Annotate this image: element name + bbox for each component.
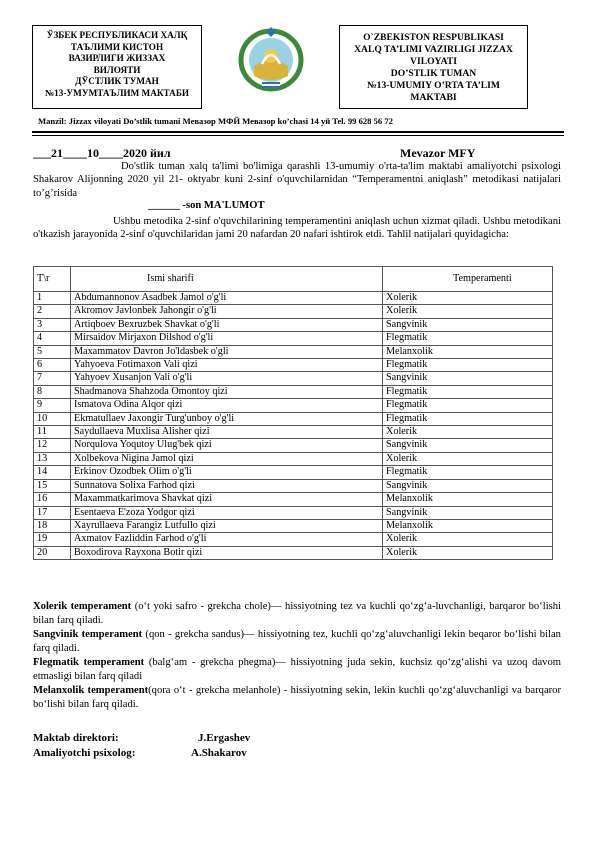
temperament-cell: Xolerik — [383, 452, 553, 465]
header-rule-thick — [32, 131, 564, 133]
temperament-cell: Sangvinik — [383, 318, 553, 331]
header-left-line: ДЎСТЛИК ТУМАН — [75, 76, 159, 87]
header-rule-thin — [32, 135, 564, 136]
definition-term: Flegmatik temperament — [33, 657, 145, 668]
temperament-cell: Sangvinik — [383, 506, 553, 519]
name-cell: Xolbekova Nigina Jamol qizi — [71, 452, 383, 465]
table-row — [34, 372, 553, 385]
number-cell: 16 — [34, 493, 71, 506]
temperament-cell: Flegmatik — [383, 359, 553, 372]
number-cell: 11 — [34, 426, 71, 439]
temperament-cell: Sangvinik — [383, 439, 553, 452]
temperament-definition — [33, 628, 561, 656]
temperament-cell: Flegmatik — [383, 466, 553, 479]
document-title: ______ -son MA'LUMOT — [148, 200, 265, 211]
table-row — [34, 519, 553, 532]
definition-text: (qon - grekcha sandus)— hissiyotning tez, kuchli qo‘zg‘aluvchanligi lekin beqaror bo‘lishi bilan farq qiladi. — [33, 629, 561, 654]
name-cell: Sunnatova Solixa Farhod qizi — [71, 479, 383, 492]
temperament-cell: Melanxolik — [383, 493, 553, 506]
header-left-line: ЎЗБЕК РЕСПУБЛИКАСИ ХАЛҚ — [46, 30, 188, 40]
definition-text: (qora o‘t - grekcha melanhole) - hissiyotning sekin, lekin kuchli qo‘zg‘aluvchanligi va barqaror bo‘lishi bilan farq qiladi. — [33, 685, 561, 710]
header-left-line: №13-УМУМТАЪЛИМ МАКТАБИ — [44, 87, 190, 98]
number-cell: 6 — [34, 359, 71, 372]
table-row — [34, 506, 553, 519]
table-row — [34, 399, 553, 412]
name-cell: Axmatov Fazliddin Farhod o'g'li — [71, 533, 383, 546]
table-row — [34, 385, 553, 398]
name-cell: Esentaeva E'zoza Yodgor qizi — [71, 506, 383, 519]
uzbekistan-coat-of-arms-icon — [232, 26, 310, 92]
table-row — [34, 546, 553, 559]
temperament-cell: Sangvinik — [383, 479, 553, 492]
temperament-cell: Flegmatik — [383, 399, 553, 412]
number-cell: 10 — [34, 412, 71, 425]
number-cell: 20 — [34, 546, 71, 559]
number-cell: 12 — [34, 439, 71, 452]
name-cell: Ekmatullaev Jaxongir Turg'unboy o'g'li — [71, 412, 383, 425]
definition-text: (balg‘am - grekcha phegma)— hissiyotning juda sekin, kuchsiz qo‘zg‘alishi va uzoq davom etmasligi bilan farq qiladi — [33, 657, 561, 682]
number-cell: 1 — [34, 292, 71, 305]
header-right-line: VILOYATI — [410, 56, 457, 67]
table-row — [34, 412, 553, 425]
header-right-line: DO’STLIK TUMAN — [390, 68, 477, 79]
header-right-line: XALQ TA’LIMI VAZIRLIGI JIZZAX — [354, 44, 513, 55]
temperament-cell: Xolerik — [383, 305, 553, 318]
number-cell: 3 — [34, 318, 71, 331]
header-cell-name: Ismi sharifi — [71, 267, 383, 292]
table-row — [34, 466, 553, 479]
table-row — [34, 292, 553, 305]
header-address: Manzil: Jizzax viloyati Do’stlik tumani Мевазор МФЙ Мевазор ko’chasi 14 уй Tel. 99 628 56 72 — [38, 116, 393, 126]
temperament-cell: Flegmatik — [383, 385, 553, 398]
intro-paragraph: Do'stlik tuman xalq ta'limi bo'limiga qarashli 13-umumiy o'rta-ta'lim maktabi amaliyotchi psixologi Shakarov Alijonning 2020 yil 21- oktyabr kuni 2-sinf o'quvchilarnidan “Temperamentni aniqlash” metodikasi natijalari to’g’risida — [33, 161, 561, 199]
name-cell: Mirsaidov Mirjaxon Dilshod o'g'li — [71, 332, 383, 345]
table-row — [34, 359, 553, 372]
name-cell: Yahyoeva Fotimaxon Vali qizi — [71, 359, 383, 372]
name-cell: Maxammatkarimova Shavkat qizi — [71, 493, 383, 506]
name-cell: Shadmanova Shahzoda Omontoy qizi — [71, 385, 383, 398]
temperament-cell: Melanxolik — [383, 345, 553, 358]
header-cell-temperament: Temperamenti — [383, 267, 553, 292]
name-cell: Akromov Javlonbek Jahongir o'g'li — [71, 305, 383, 318]
number-cell: 5 — [34, 345, 71, 358]
table-row — [34, 332, 553, 345]
temperament-cell: Xolerik — [383, 533, 553, 546]
number-cell: 19 — [34, 533, 71, 546]
header-cell-number: T\r — [34, 267, 71, 292]
header-left-line: ВАЗИРЛИГИ ЖИЗЗАХ — [68, 53, 166, 64]
table-row — [34, 533, 553, 546]
header-left-line: ВИЛОЯТИ — [93, 64, 141, 75]
temperament-definition — [33, 684, 561, 712]
header-left-line: ТАЪЛИМИ КИСТОН — [70, 41, 164, 52]
temperament-cell: Xolerik — [383, 426, 553, 439]
number-cell: 2 — [34, 305, 71, 318]
number-cell: 13 — [34, 452, 71, 465]
temperament-cell: Flegmatik — [383, 412, 553, 425]
temperament-cell: Sangvinik — [383, 372, 553, 385]
temperament-definition — [33, 656, 561, 684]
temperament-cell: Xolerik — [383, 546, 553, 559]
name-cell: Artiqboev Bexruzbek Shavkat o'g'li — [71, 318, 383, 331]
director-name: J.Ergashev — [198, 732, 251, 744]
name-cell: Yahyoev Xusanjon Vali o'g'li — [71, 372, 383, 385]
table-header-row — [34, 267, 553, 292]
header-right-box — [339, 25, 528, 109]
number-cell: 14 — [34, 466, 71, 479]
name-cell: Maxammatov Davron Jo'ldasbek o'gli — [71, 345, 383, 358]
header-right-line: №13-UMUMIY O’RTA TA’LIM — [367, 80, 500, 91]
name-cell: Abdumannonov Asadbek Jamol o'g'li — [71, 292, 383, 305]
psychologist-label: Amaliyotchi psixolog: — [33, 747, 136, 759]
definition-term: Sangvinik temperament — [33, 629, 143, 640]
name-cell: Boxodirova Rayxona Botir qizi — [71, 546, 383, 559]
number-cell: 17 — [34, 506, 71, 519]
director-label: Maktab direktori: — [33, 732, 119, 744]
definition-term: Xolerik temperament — [33, 601, 132, 612]
number-cell: 4 — [34, 332, 71, 345]
number-cell: 15 — [34, 479, 71, 492]
definition-text: (o‘t yoki safro - grekcha chole)— hissiyotning tez va kuchli qo‘zg‘a-luvchanligi, barqaror bo‘lishi bilan farq qiladi. — [33, 601, 561, 626]
header-right-line: O`ZBEKISTON RESPUBLIKASI — [363, 32, 504, 43]
number-cell: 8 — [34, 385, 71, 398]
table-row — [34, 493, 553, 506]
name-cell: Xayrullaeva Farangiz Lutfullo qizi — [71, 519, 383, 532]
temperament-cell: Flegmatik — [383, 332, 553, 345]
document-place: Mevazor MFY — [400, 146, 476, 160]
body-paragraph: Ushbu metodika 2-sinf o'quvchilarining temperamentini aniqlash uchun xizmat qiladi. Ushbu metodikani o'tkazish jarayonida 2-sinf o'quvchilaridan jami 20 nafardan 20 nafari ishtirok etdi. Tahlil natijalari quyidagicha: — [33, 216, 561, 241]
name-cell: Saydullaeva Muxlisa Alisher qizi — [71, 426, 383, 439]
temperament-definition — [33, 600, 561, 628]
header-left-box — [32, 25, 202, 109]
name-cell: Erkinov Ozodbek Olim o'g'li — [71, 466, 383, 479]
table-row — [34, 305, 553, 318]
definition-term: Melanxolik temperament — [33, 685, 149, 696]
name-cell: Ismatova Odina Alqor qizi — [71, 399, 383, 412]
number-cell: 9 — [34, 399, 71, 412]
table-row — [34, 345, 553, 358]
number-cell: 18 — [34, 519, 71, 532]
name-cell: Norqulova Yoqutoy Ulug'bek qizi — [71, 439, 383, 452]
table-row — [34, 479, 553, 492]
table-row — [34, 426, 553, 439]
temperament-cell: Melanxolik — [383, 519, 553, 532]
results-table — [33, 266, 553, 560]
document-date: ___21____10____2020 йил — [33, 146, 171, 160]
table-row — [34, 452, 553, 465]
table-row — [34, 318, 553, 331]
psychologist-name: A.Shakarov — [191, 747, 247, 759]
header-right-line: MAKTABI — [410, 92, 457, 103]
number-cell: 7 — [34, 372, 71, 385]
table-row — [34, 439, 553, 452]
temperament-cell: Xolerik — [383, 292, 553, 305]
